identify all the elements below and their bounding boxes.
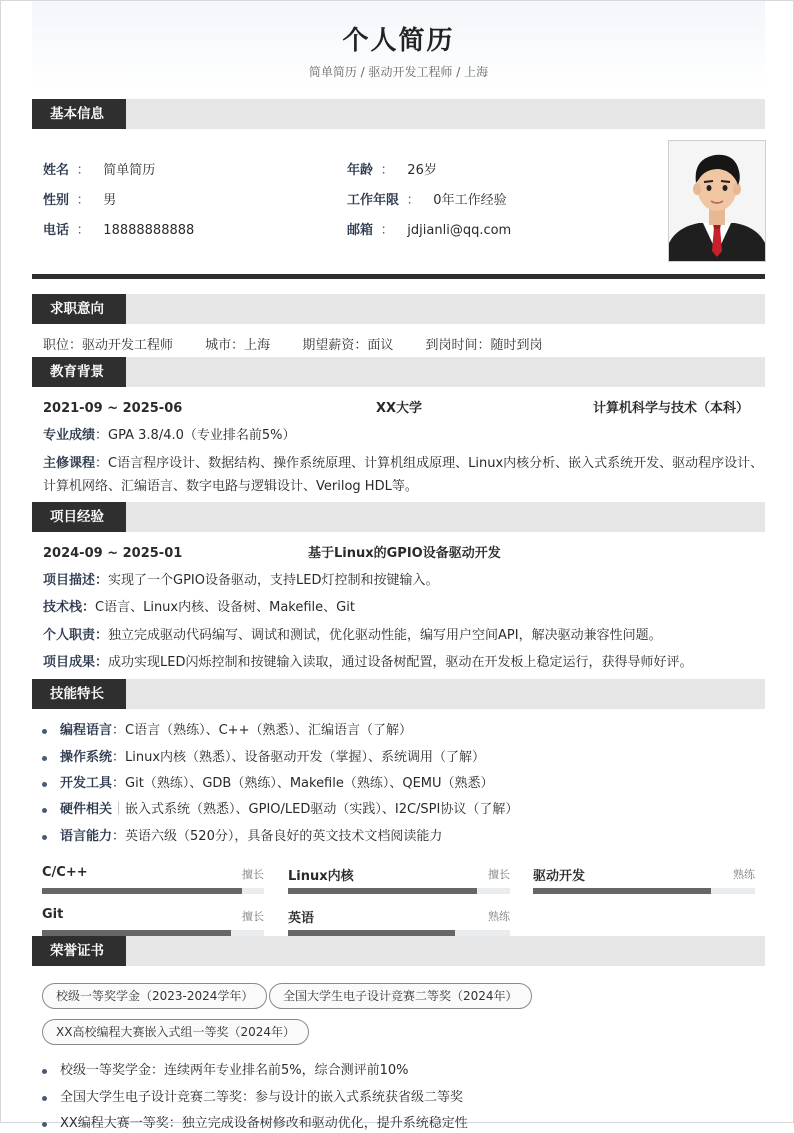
avatar bbox=[668, 140, 766, 262]
age-value: 26岁 bbox=[407, 163, 437, 178]
edu-courses-line1: C语言程序设计、数据结构、操作系统原理、计算机组成原理、Linux内核分析、嵌入式系统开发、驱动程序设计、 bbox=[108, 456, 764, 471]
project-duty-label: 个人职责： bbox=[43, 628, 109, 643]
skill-bar-level: 擅长 bbox=[242, 868, 264, 881]
project-result-label: 项目成果： bbox=[43, 655, 109, 670]
skill-item-sep: ： bbox=[112, 829, 126, 844]
skill-bar-name: 驱动开发 bbox=[533, 869, 586, 884]
age-label: 年龄 bbox=[347, 163, 374, 178]
email-row bbox=[347, 222, 511, 240]
phone-value: 18888888888 bbox=[103, 223, 195, 238]
skill-item bbox=[43, 749, 485, 767]
gender-value: 男 bbox=[103, 193, 117, 208]
skill-item-sep: ： bbox=[112, 723, 126, 738]
section-edu-title: 教育背景 bbox=[32, 357, 126, 387]
project-period: 2024-09 ~ 2025-01 bbox=[43, 546, 183, 561]
honor-tag: XX高校编程大赛嵌入式组一等奖（2024年） bbox=[42, 1019, 309, 1045]
edu-courses-line2: 计算机网络、汇编语言、数字电路与逻辑设计、Verilog HDL等。 bbox=[43, 479, 418, 494]
skill-item-sep: ： bbox=[112, 750, 126, 765]
name-row bbox=[43, 162, 155, 180]
skill-item-text: Linux内核（熟悉）、设备驱动开发（掌握）、系统调用（了解） bbox=[125, 750, 486, 765]
skill-bar-level: 熟练 bbox=[488, 910, 510, 923]
edu-score-row: 专业成绩：GPA 3.8/4.0（专业排名前5%） bbox=[43, 428, 296, 443]
project-desc-label: 项目描述： bbox=[43, 573, 109, 588]
gender-sep: ： bbox=[76, 193, 90, 208]
phone-label: 电话 bbox=[43, 223, 70, 238]
honor-item bbox=[43, 1062, 409, 1080]
skill-bar-fill bbox=[288, 888, 477, 894]
section-intent-header bbox=[32, 294, 765, 324]
page-subtitle: 简单简历 / 驱动开发工程师 / 上海 bbox=[308, 65, 489, 79]
intent-city: 城市：上海 bbox=[205, 338, 271, 353]
project-stack: C语言、Linux内核、设备树、Makefile、Git bbox=[95, 600, 355, 615]
edu-score: GPA 3.8/4.0（专业排名前5%） bbox=[108, 428, 296, 443]
section-edu-header bbox=[32, 357, 765, 387]
intent-arrival: 到岗时间：随时到岗 bbox=[425, 338, 543, 353]
name-value: 简单简历 bbox=[103, 163, 156, 178]
section-skills-header bbox=[32, 679, 765, 709]
project-stack-label: 技术栈： bbox=[43, 600, 96, 615]
edu-courses-label: 主修课程 bbox=[43, 456, 96, 471]
section-honors-header bbox=[32, 936, 765, 966]
skill-bar-level: 熟练 bbox=[733, 868, 755, 881]
skill-item bbox=[43, 801, 518, 819]
skill-item-label: 编程语言 bbox=[60, 723, 113, 738]
honor-item-text: 全国大学生电子设计竞赛二等奖：参与设计的嵌入式系统获省级二等奖 bbox=[60, 1090, 464, 1105]
edu-major: 计算机科学与技术（本科） bbox=[592, 401, 749, 416]
skill-item-text: 英语六级（520分），具备良好的英文技术文档阅读能力 bbox=[125, 829, 443, 844]
intent-position: 职位：驱动开发工程师 bbox=[43, 338, 174, 353]
skill-bar-fill bbox=[42, 888, 242, 894]
skill-bar bbox=[288, 865, 510, 895]
skill-item bbox=[43, 828, 442, 846]
section-honors-title: 荣誉证书 bbox=[32, 936, 126, 966]
resume-header bbox=[32, 1, 765, 89]
skill-item-label: 操作系统 bbox=[60, 750, 113, 765]
edu-courses-row: 主修课程：C语言程序设计、数据结构、操作系统原理、计算机组成原理、Linux内核分析、嵌入式系统开发、驱动程序设计、 bbox=[43, 456, 764, 471]
section-basic-title: 基本信息 bbox=[32, 99, 126, 129]
email-value: jdjianli@qq.com bbox=[407, 223, 512, 238]
section-basic-header bbox=[32, 99, 765, 129]
section-project-header bbox=[32, 502, 765, 532]
skill-bar-level: 擅长 bbox=[488, 868, 510, 881]
section-intent-title: 求职意向 bbox=[32, 294, 126, 324]
phone-sep: ： bbox=[76, 223, 90, 238]
project-name: 基于Linux的GPIO设备驱动开发 bbox=[308, 546, 501, 561]
gender-label: 性别 bbox=[43, 193, 70, 208]
skill-bar bbox=[42, 907, 264, 937]
skill-bar bbox=[42, 865, 264, 895]
section-project-title: 项目经验 bbox=[32, 502, 126, 532]
skill-bar-name: C/C++ bbox=[42, 865, 88, 880]
skill-bar-name: 英语 bbox=[288, 911, 315, 926]
skill-item-text: 嵌入式系统（熟悉）、GPIO/LED驱动（实践）、I2C/SPI协议（了解） bbox=[125, 802, 519, 817]
skill-bar-track bbox=[533, 888, 755, 894]
email-sep: ： bbox=[380, 223, 394, 238]
section-skills-title: 技能特长 bbox=[32, 679, 126, 709]
skill-bar bbox=[288, 907, 510, 937]
years-label: 工作年限 bbox=[347, 193, 400, 208]
skill-bar-track bbox=[42, 888, 264, 894]
honor-tag: 校级一等奖学金（2023-2024学年） bbox=[42, 983, 267, 1009]
skill-item-text: C语言（熟练）、C++（熟悉）、汇编语言（了解） bbox=[125, 723, 412, 738]
project-duty-row bbox=[43, 627, 662, 645]
skill-bar-track bbox=[288, 888, 510, 894]
skill-item-label: 开发工具 bbox=[60, 776, 113, 791]
phone-row bbox=[43, 222, 194, 240]
project-result: 成功实现LED闪烁控制和按键输入读取，通过设备树配置，驱动在开发板上稳定运行，获得导师好评。 bbox=[108, 655, 693, 670]
gender-row bbox=[43, 192, 116, 210]
skill-item-label: 硬件相关 bbox=[60, 802, 113, 817]
name-sep: ： bbox=[76, 163, 90, 178]
project-result-row bbox=[43, 654, 692, 672]
skill-item bbox=[43, 722, 412, 740]
avatar-illustration bbox=[669, 141, 765, 261]
honor-tag: 全国大学生电子设计竞赛二等奖（2024年） bbox=[269, 983, 532, 1009]
years-value: 0年工作经验 bbox=[433, 193, 507, 208]
honor-item bbox=[43, 1115, 468, 1133]
skill-bar-name: Linux内核 bbox=[288, 869, 354, 884]
name-label: 姓名 bbox=[43, 163, 70, 178]
project-desc: 实现了一个GPIO设备驱动，支持LED灯控制和按键输入。 bbox=[108, 573, 439, 588]
skill-item bbox=[43, 775, 494, 793]
intent-salary: 期望薪资：面议 bbox=[302, 338, 394, 353]
skill-bar-fill bbox=[533, 888, 711, 894]
page-title: 个人简历 bbox=[342, 26, 455, 56]
honor-item-text: 校级一等奖学金：连续两年专业排名前5%，综合测评前10% bbox=[60, 1063, 409, 1078]
edu-school: XX大学 bbox=[376, 401, 423, 416]
intent-row bbox=[43, 337, 542, 355]
skill-item-sep: ： bbox=[112, 776, 126, 791]
skill-bar bbox=[533, 865, 755, 895]
skill-bar-name: Git bbox=[42, 907, 64, 922]
honor-item-text: XX编程大赛一等奖：独立完成设备树修改和驱动优化，提升系统稳定性 bbox=[60, 1116, 468, 1131]
edu-period: 2021-09 ~ 2025-06 bbox=[43, 401, 183, 416]
skill-item-text: Git（熟练）、GDB（熟练）、Makefile（熟练）、QEMU（熟悉） bbox=[125, 776, 494, 791]
age-sep: ： bbox=[380, 163, 394, 178]
project-stack-row bbox=[43, 599, 355, 617]
years-sep: ： bbox=[406, 193, 420, 208]
section-divider bbox=[32, 274, 765, 279]
project-duty: 独立完成驱动代码编写、调试和测试，优化驱动性能，编写用户空间API，解决驱动兼容性问题。 bbox=[108, 628, 662, 643]
project-desc-row bbox=[43, 572, 438, 590]
years-row bbox=[347, 192, 507, 210]
skill-item-sep: ｜ bbox=[112, 802, 126, 817]
edu-score-label: 专业成绩 bbox=[43, 428, 96, 443]
skill-item-label: 语言能力 bbox=[60, 829, 113, 844]
email-label: 邮箱 bbox=[347, 223, 374, 238]
honor-item bbox=[43, 1089, 463, 1107]
skill-bar-level: 擅长 bbox=[242, 910, 264, 923]
age-row bbox=[347, 162, 437, 180]
